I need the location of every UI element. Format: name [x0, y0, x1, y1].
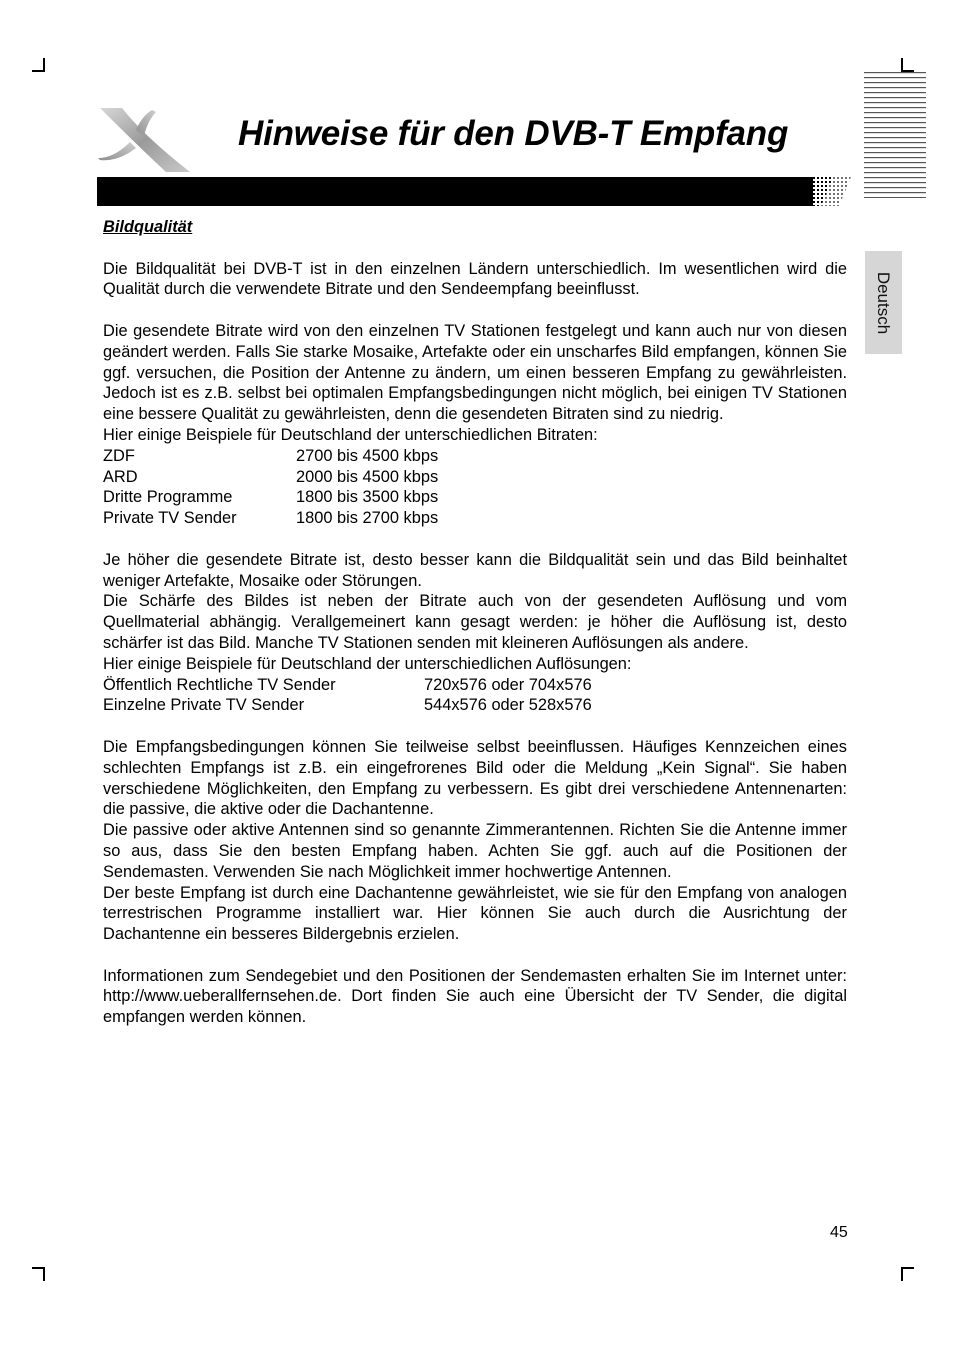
- page-title: Hinweise für den DVB-T Empfang: [238, 114, 789, 153]
- station-name: Öffentlich Rechtliche TV Sender: [103, 675, 336, 694]
- crop-mark-top-left: [43, 58, 45, 72]
- resolution-list: [103, 675, 847, 717]
- x-brand-logo-icon: [96, 106, 192, 176]
- main-content: [103, 217, 847, 1028]
- language-tab: [865, 251, 902, 354]
- page-number: 45: [830, 1224, 848, 1241]
- station-name: Dritte Programme: [103, 488, 233, 507]
- bitrate-list: [103, 446, 847, 529]
- list-item: [103, 695, 847, 716]
- list-item: [103, 508, 847, 529]
- bitrate-value: 2700 bis 4500 kbps: [296, 446, 439, 465]
- station-name: Einzelne Private TV Sender: [103, 696, 305, 715]
- list-item: [103, 675, 847, 696]
- header-bar: [97, 177, 851, 206]
- paragraph: Informationen zum Sendegebiet und den Positionen der Sendemasten erhalten Sie im Internet unter: http://www.ueberallfernsehen.de. Dort finden Sie auch eine Übersicht der TV Sender, die digital empfangen werden können.: [103, 966, 847, 1027]
- bitrate-value: 1800 bis 3500 kbps: [296, 488, 439, 507]
- bitrate-value: 1800 bis 2700 kbps: [296, 509, 439, 528]
- section-heading: Bildqualität: [103, 218, 193, 236]
- station-name: Private TV Sender: [103, 509, 237, 528]
- paragraph: Die passive oder aktive Antennen sind so genannte Zimmerantennen. Richten Sie die Antenne immer so aus, dass Sie den besten Empfang haben. Achten Sie ggf. auch auf die Positionen der Sendemasten. Verwenden Sie nach Möglichkeit immer hochwertige Antennen.: [103, 821, 847, 881]
- station-name: ZDF: [103, 446, 135, 465]
- paragraph: Die Schärfe des Bildes ist neben der Bitrate auch von der gesendeten Auflösung und vom Quellmaterial abhängig. Verallgemeinert kann gesagt werden: je höher die Auflösung ist, desto schärfer ist das Bild. Manche TV Stationen senden mit kleineren Auflösungen als andere.: [103, 592, 847, 652]
- list-item: [103, 446, 847, 467]
- paragraph: Die Empfangsbedingungen können Sie teilweise selbst beeinflussen. Häufiges Kennzeichen eines schlechten Empfangs ist z.B. ein eingefrorenes Bild oder die Meldung „Kein Signal“. Sie haben verschiedene Möglichkeiten, den Empfang zu verbessern. Es gibt drei verschiedene Antennenarten: die passive, die aktive oder die Dachantenne.: [103, 737, 847, 819]
- language-tab-label: Deutsch: [874, 271, 894, 334]
- list-item: [103, 467, 847, 488]
- resolution-value: 544x576 oder 528x576: [424, 696, 592, 715]
- station-name: ARD: [103, 467, 138, 486]
- bitrate-value: 2000 bis 4500 kbps: [296, 467, 439, 486]
- paragraph: Hier einige Beispiele für Deutschland der unterschiedlichen Bitraten:: [103, 425, 598, 444]
- crop-mark-bottom-left: [43, 1267, 45, 1281]
- resolution-value: 720x576 oder 704x576: [424, 675, 592, 694]
- paragraph: Die Bildqualität bei DVB-T ist in den einzelnen Ländern unterschiedlich. Im wesentlichen wird die Qualität durch die verwendete Bitrate und den Sendeempfang beeinflusst.: [103, 259, 847, 299]
- list-item: [103, 487, 847, 508]
- decorative-stripes: [864, 72, 926, 198]
- paragraph: Je höher die gesendete Bitrate ist, desto besser kann die Bildqualität sein und das Bild beinhaltet weniger Artefakte, Mosaike oder Störungen.: [103, 550, 847, 590]
- paragraph: Hier einige Beispiele für Deutschland der unterschiedlichen Auflösungen:: [103, 654, 632, 673]
- crop-mark-bottom-right: [901, 1267, 903, 1281]
- paragraph: Der beste Empfang ist durch eine Dachantenne gewährleistet, wie sie für den Empfang von analogen terrestrischen Programme installiert war. Hier können Sie auch durch die Ausrichtung der Dachantenne ein besseres Bildergebnis erzielen.: [103, 883, 847, 944]
- paragraph: Die gesendete Bitrate wird von den einzelnen TV Stationen festgelegt und kann auch nur von diesen geändert werden. Falls Sie starke Mosaike, Artefakte oder ein unscharfes Bild empfangen, können Sie ggf. versuchen, die Position der Antenne zu ändern, um einen besseren Empfang zu gewährleisten. Jedoch ist es z.B. selbst bei optimalen Empfangsbedingungen nicht möglich, bei einigen TV Stationen eine bessere Qualität zu gewährleisten, denn die gesendeten Bitraten sind zu niedrig.: [103, 321, 847, 424]
